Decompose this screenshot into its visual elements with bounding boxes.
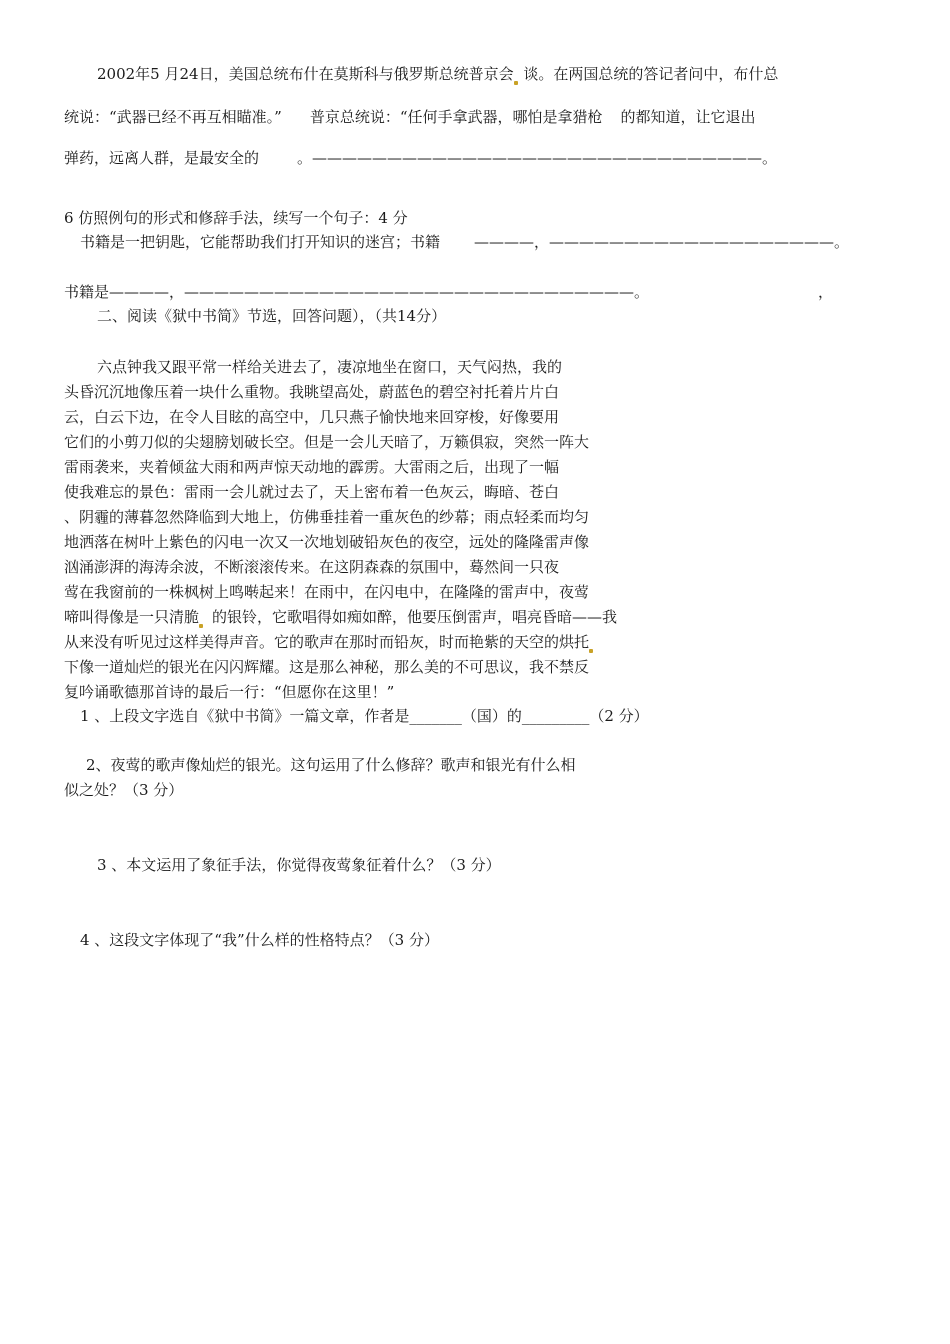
passage-line: 下像一道灿烂的银光在闪闪辉耀。这是那么神秘，那么美的不可思议，我不禁反 — [64, 658, 590, 676]
question-3: 3 、本文运用了象征手法，你觉得夜莺象征着什么？（3 分） — [97, 856, 501, 874]
passage-line: 使我难忘的景色：雷雨一会儿就过去了，天上密布着一色灰云，晦暗、苍白 — [64, 483, 560, 501]
passage-line: 从来没有听见过这样美得声音。它的歌声在那时而铅灰，时而艳紫的天空的烘托 — [64, 632, 594, 653]
passage-line: 雷雨袭来，夹着倾盆大雨和两声惊天动地的霹雳。大雷雨之后，出现了一幅 — [64, 458, 560, 476]
passage-line: 复吟诵歌德那首诗的最后一行：“但愿你在这里！” — [64, 683, 395, 701]
passage-line: 云，白云下边，在令人目眩的高空中，几只燕子愉快地来回穿梭，好像要用 — [64, 408, 560, 426]
question-2: 2、夜莺的歌声像灿烂的银光。这句运用了什么修辞？歌声和银光有什么相 — [86, 756, 576, 774]
q6-comma: ， — [818, 283, 834, 301]
q6-title: 6 仿照例句的形式和修辞手法，续写一个句子：4 分 — [64, 209, 408, 227]
passage-line: 汹涌澎湃的海涛余波，不断滚滚传来。在这阴森森的氛围中，蓦然间一只夜 — [64, 558, 560, 576]
yellow-mark-icon — [514, 81, 518, 85]
passage-line: 头昏沉沉地像压着一块什么重物。我眺望高处，蔚蓝色的碧空衬托着片片白 — [64, 383, 560, 401]
passage-line: 、阴霾的薄暮忽然降临到大地上，仿佛垂挂着一重灰色的纱幕；雨点轻柔而均匀 — [64, 508, 590, 526]
q6-example: 书籍是一把钥匙，它能帮助我们打开知识的迷宫；书籍 ————，———————————————————。 — [80, 233, 850, 251]
section-heading: 二、阅读《狱中书简》节选，回答问题），（共14分） — [97, 307, 447, 325]
question-4: 4 、这段文字体现了“我”什么样的性格特点？（3 分） — [80, 931, 439, 949]
intro-line-1: 2002年5 月24日，美国总统布什在莫斯科与俄罗斯总统普京会 谈。在两国总统的答记者问中，布什总 — [97, 65, 779, 83]
yellow-mark-icon — [589, 649, 593, 653]
q6-fill-line: 书籍是————，——————————————————————————————。 — [64, 283, 650, 301]
intro-line-3: 弹药，远离人群，是最安全的 。——————————————————————————————。 — [64, 149, 778, 167]
question-1: 1 、上段文字选自《狱中书简》一篇文章，作者是_______（国）的_________（2 分） — [80, 707, 649, 725]
yellow-mark-icon — [199, 624, 203, 628]
intro-line-2: 统说：“武器已经不再互相瞄准。” 普京总统说：“任何手拿武器，哪怕是拿猎枪 的都知道，让它退出 — [64, 108, 756, 126]
passage-line: 它们的小剪刀似的尖翅膀划破长空。但是一会儿天暗了，万籁俱寂，突然一阵大 — [64, 433, 590, 451]
question-2-cont: 似之处？（3 分） — [64, 781, 184, 799]
passage-line: 啼叫得像是一只清脆 的银铃，它歌唱得如痴如醉，他要压倒雷声，唱亮昏暗——我 — [64, 608, 618, 626]
passage-line: 莺在我窗前的一株枫树上鸣啭起来！在雨中，在闪电中，在隆隆的雷声中，夜莺 — [64, 583, 590, 601]
passage-line: 地洒落在树叶上紫色的闪电一次又一次地划破铅灰色的夜空，远处的隆隆雷声像 — [64, 533, 590, 551]
passage-line: 六点钟我又跟平常一样给关进去了，凄凉地坐在窗口，天气闷热，我的 — [97, 358, 563, 376]
